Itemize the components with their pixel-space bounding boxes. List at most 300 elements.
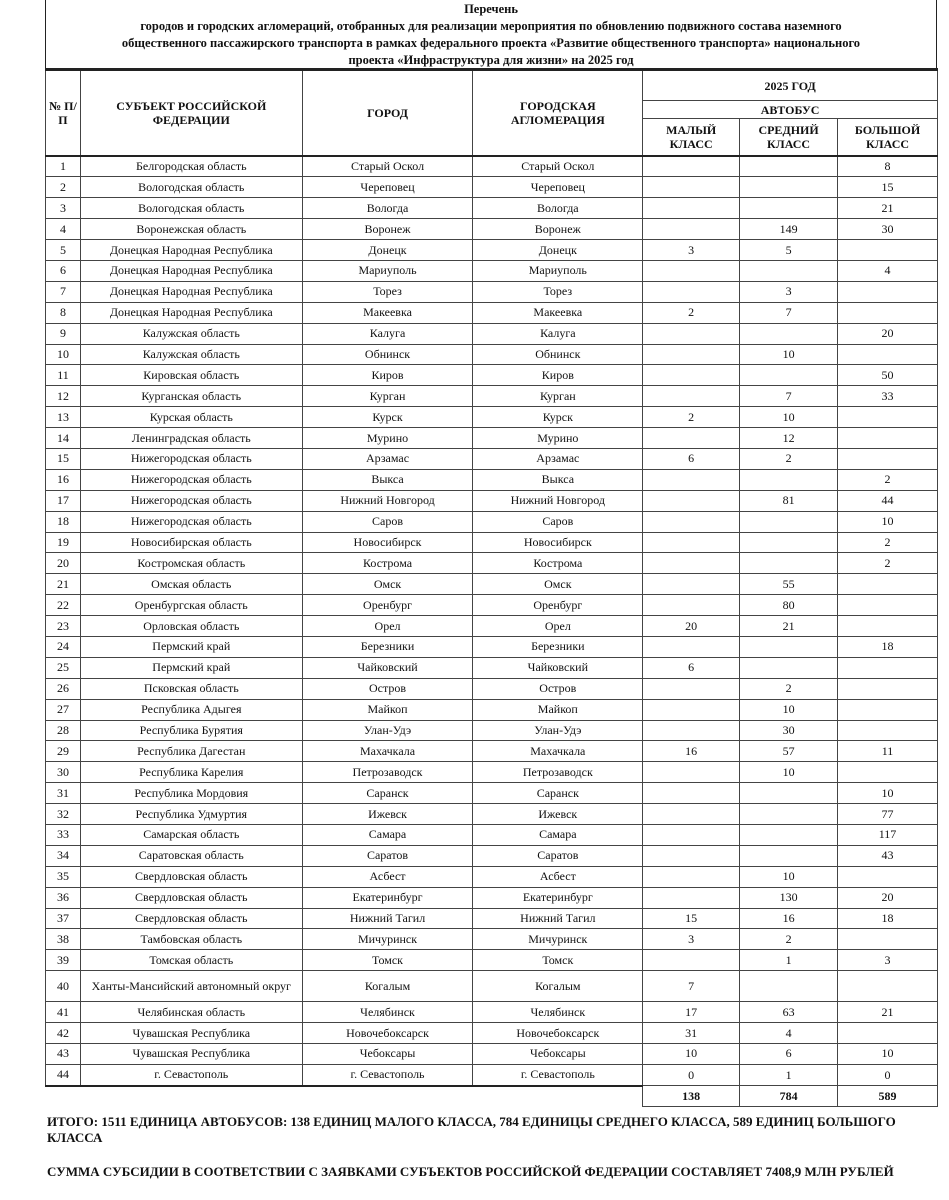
cell-large <box>838 407 938 428</box>
cell-large: 11 <box>838 741 938 762</box>
cell-city: Когалым <box>302 971 473 1002</box>
table-row <box>46 825 938 846</box>
cell-large: 33 <box>838 386 938 407</box>
cell-agglomeration: Донецк <box>473 240 643 261</box>
cell-agglomeration: Нижний Новгород <box>473 490 643 511</box>
table-row <box>46 490 938 511</box>
cell-num: 17 <box>46 490 81 511</box>
total-medium: 784 <box>740 1086 838 1107</box>
cell-city: Оренбург <box>302 595 473 616</box>
cell-subject: Ханты-Мансийский автономный округ <box>80 971 302 1002</box>
cell-large <box>838 240 938 261</box>
cell-city: Курск <box>302 407 473 428</box>
cell-small: 0 <box>643 1064 740 1085</box>
cell-agglomeration: Курск <box>473 407 643 428</box>
cell-num: 4 <box>46 219 81 240</box>
cell-agglomeration: Нижний Тагил <box>473 908 643 929</box>
cell-small <box>643 365 740 386</box>
cell-medium <box>740 469 838 490</box>
cell-medium <box>740 825 838 846</box>
header-num: № П/П <box>46 70 81 156</box>
cell-subject: Оренбургская область <box>80 595 302 616</box>
cell-num: 40 <box>46 971 81 1002</box>
table-row <box>46 240 938 261</box>
table-row <box>46 1044 938 1065</box>
cell-agglomeration: Новосибирск <box>473 532 643 553</box>
cell-medium: 149 <box>740 219 838 240</box>
cell-agglomeration: Ижевск <box>473 804 643 825</box>
cell-city: Череповец <box>302 177 473 198</box>
cell-city: Мичуринск <box>302 929 473 950</box>
cell-agglomeration: Петрозаводск <box>473 762 643 783</box>
cell-agglomeration: Саратов <box>473 845 643 866</box>
cell-subject: Белгородская область <box>80 156 302 177</box>
cell-city: г. Севастополь <box>302 1064 473 1085</box>
cell-agglomeration: Череповец <box>473 177 643 198</box>
cell-city: Саранск <box>302 783 473 804</box>
cell-subject: г. Севастополь <box>80 1064 302 1085</box>
title-line: общественного пассажирского транспорта в рамках федерального проекта «Развитие общественного транспорта» национального <box>121 36 861 50</box>
cell-agglomeration: Старый Оскол <box>473 156 643 177</box>
cell-large: 43 <box>838 845 938 866</box>
cell-large: 21 <box>838 198 938 219</box>
cell-medium <box>740 532 838 553</box>
cell-small: 15 <box>643 908 740 929</box>
table-row <box>46 971 938 1002</box>
cell-subject: Свердловская область <box>80 887 302 908</box>
title-line: городов и городских агломераций, отобранных для реализации мероприятия по обновлению подвижного состава наземного <box>140 19 842 33</box>
cell-small: 2 <box>643 407 740 428</box>
cell-num: 21 <box>46 574 81 595</box>
cell-num: 29 <box>46 741 81 762</box>
cell-agglomeration: Курган <box>473 386 643 407</box>
cell-medium <box>740 511 838 532</box>
cell-city: Остров <box>302 678 473 699</box>
cell-subject: Республика Мордовия <box>80 783 302 804</box>
cell-city: Вологда <box>302 198 473 219</box>
cell-city: Березники <box>302 636 473 657</box>
cell-city: Челябинск <box>302 1002 473 1023</box>
cell-city: Мариуполь <box>302 260 473 281</box>
cell-small <box>643 177 740 198</box>
cell-large: 8 <box>838 156 938 177</box>
cell-medium: 5 <box>740 240 838 261</box>
cell-small <box>643 845 740 866</box>
cell-medium: 80 <box>740 595 838 616</box>
table-row <box>46 177 938 198</box>
cell-subject: Донецкая Народная Республика <box>80 302 302 323</box>
cell-subject: Нижегородская область <box>80 469 302 490</box>
table-row <box>46 511 938 532</box>
cell-large: 2 <box>838 469 938 490</box>
cell-subject: Донецкая Народная Республика <box>80 260 302 281</box>
cell-medium: 6 <box>740 1044 838 1065</box>
cell-subject: Чувашская Республика <box>80 1044 302 1065</box>
cell-subject: Курская область <box>80 407 302 428</box>
cell-subject: Челябинская область <box>80 1002 302 1023</box>
cell-small: 2 <box>643 302 740 323</box>
header-agglomeration: ГОРОДСКАЯ АГЛОМЕРАЦИЯ <box>473 70 643 156</box>
cell-subject: Свердловская область <box>80 908 302 929</box>
cell-subject: Новосибирская область <box>80 532 302 553</box>
cell-small: 10 <box>643 1044 740 1065</box>
table-row <box>46 1023 938 1044</box>
cell-medium <box>740 177 838 198</box>
table-row <box>46 636 938 657</box>
cell-num: 11 <box>46 365 81 386</box>
table-row <box>46 741 938 762</box>
cell-num: 15 <box>46 448 81 469</box>
cell-small <box>643 636 740 657</box>
cell-large: 44 <box>838 490 938 511</box>
cell-large <box>838 657 938 678</box>
cell-num: 25 <box>46 657 81 678</box>
cell-num: 22 <box>46 595 81 616</box>
header-medium: СРЕДНИЙ КЛАСС <box>740 119 838 156</box>
cell-medium: 2 <box>740 929 838 950</box>
cell-small <box>643 281 740 302</box>
cell-agglomeration: Челябинск <box>473 1002 643 1023</box>
cell-small <box>643 511 740 532</box>
cell-city: Саратов <box>302 845 473 866</box>
cell-medium <box>740 804 838 825</box>
table-row <box>46 553 938 574</box>
cell-small <box>643 887 740 908</box>
cell-large: 3 <box>838 950 938 971</box>
cell-subject: Нижегородская область <box>80 448 302 469</box>
table-row <box>46 804 938 825</box>
cell-city: Улан-Удэ <box>302 720 473 741</box>
cell-city: Новочебоксарск <box>302 1023 473 1044</box>
table-row <box>46 929 938 950</box>
cell-num: 3 <box>46 198 81 219</box>
cell-medium: 10 <box>740 344 838 365</box>
cell-medium: 55 <box>740 574 838 595</box>
cell-agglomeration: Майкоп <box>473 699 643 720</box>
cell-num: 44 <box>46 1064 81 1085</box>
cell-agglomeration: Мариуполь <box>473 260 643 281</box>
cell-num: 41 <box>46 1002 81 1023</box>
table-row <box>46 595 938 616</box>
cell-medium: 7 <box>740 302 838 323</box>
cell-small: 3 <box>643 929 740 950</box>
cell-subject: Нижегородская область <box>80 511 302 532</box>
cell-subject: Калужская область <box>80 323 302 344</box>
cell-num: 18 <box>46 511 81 532</box>
cell-large <box>838 1023 938 1044</box>
cell-city: Воронеж <box>302 219 473 240</box>
cell-small <box>643 428 740 449</box>
cell-city: Чайковский <box>302 657 473 678</box>
cell-num: 28 <box>46 720 81 741</box>
cell-agglomeration: Выкса <box>473 469 643 490</box>
cell-subject: Донецкая Народная Республика <box>80 240 302 261</box>
cell-small <box>643 469 740 490</box>
cell-agglomeration: Вологда <box>473 198 643 219</box>
cell-city: Донецк <box>302 240 473 261</box>
cell-small <box>643 156 740 177</box>
cell-city: Арзамас <box>302 448 473 469</box>
cell-large <box>838 678 938 699</box>
cell-agglomeration: Чайковский <box>473 657 643 678</box>
table-row <box>46 365 938 386</box>
cell-agglomeration: Улан-Удэ <box>473 720 643 741</box>
cell-large <box>838 616 938 637</box>
table-row <box>46 219 938 240</box>
cell-city: Выкса <box>302 469 473 490</box>
table-row <box>46 887 938 908</box>
cell-agglomeration: г. Севастополь <box>473 1064 643 1085</box>
cell-city: Омск <box>302 574 473 595</box>
totals-row <box>46 1086 938 1107</box>
cell-medium <box>740 657 838 678</box>
cell-agglomeration: Томск <box>473 950 643 971</box>
cell-small <box>643 699 740 720</box>
cell-medium: 81 <box>740 490 838 511</box>
total-small: 138 <box>643 1086 740 1107</box>
cell-agglomeration: Когалым <box>473 971 643 1002</box>
cell-agglomeration: Воронеж <box>473 219 643 240</box>
cell-medium: 57 <box>740 741 838 762</box>
cell-city: Новосибирск <box>302 532 473 553</box>
cell-large: 18 <box>838 636 938 657</box>
table-row <box>46 657 938 678</box>
cell-agglomeration: Торез <box>473 281 643 302</box>
cell-small <box>643 574 740 595</box>
cell-num: 19 <box>46 532 81 553</box>
table-row <box>46 448 938 469</box>
cell-subject: Калужская область <box>80 344 302 365</box>
cell-agglomeration: Кострома <box>473 553 643 574</box>
cell-medium: 63 <box>740 1002 838 1023</box>
cell-num: 43 <box>46 1044 81 1065</box>
cell-medium: 10 <box>740 762 838 783</box>
table-row <box>46 616 938 637</box>
table-row <box>46 783 938 804</box>
table-row <box>46 428 938 449</box>
cell-num: 37 <box>46 908 81 929</box>
cell-subject: Вологодская область <box>80 177 302 198</box>
cell-medium <box>740 636 838 657</box>
cell-medium <box>740 156 838 177</box>
cell-city: Чебоксары <box>302 1044 473 1065</box>
cell-num: 32 <box>46 804 81 825</box>
cell-large: 20 <box>838 323 938 344</box>
cell-medium <box>740 365 838 386</box>
cell-city: Мурино <box>302 428 473 449</box>
cell-city: Саров <box>302 511 473 532</box>
cell-medium <box>740 845 838 866</box>
cell-small <box>643 260 740 281</box>
total-large: 589 <box>838 1086 938 1107</box>
cell-large <box>838 595 938 616</box>
cell-agglomeration: Махачкала <box>473 741 643 762</box>
cell-num: 20 <box>46 553 81 574</box>
table-row <box>46 198 938 219</box>
cell-large <box>838 929 938 950</box>
cell-large <box>838 344 938 365</box>
cell-large: 21 <box>838 1002 938 1023</box>
cell-medium: 10 <box>740 407 838 428</box>
cell-num: 12 <box>46 386 81 407</box>
cell-city: Киров <box>302 365 473 386</box>
cell-city: Кострома <box>302 553 473 574</box>
cell-large: 4 <box>838 260 938 281</box>
document-title <box>45 0 937 68</box>
cell-small <box>643 762 740 783</box>
cell-large: 30 <box>838 219 938 240</box>
cell-large <box>838 866 938 887</box>
cell-num: 14 <box>46 428 81 449</box>
cell-small <box>643 950 740 971</box>
cell-large <box>838 302 938 323</box>
cell-medium <box>740 971 838 1002</box>
cell-city: Нижний Тагил <box>302 908 473 929</box>
cell-subject: Томская область <box>80 950 302 971</box>
cell-medium: 2 <box>740 448 838 469</box>
cell-subject: Костромская область <box>80 553 302 574</box>
cell-small <box>643 490 740 511</box>
cell-agglomeration: Чебоксары <box>473 1044 643 1065</box>
cell-small <box>643 866 740 887</box>
cell-subject: Нижегородская область <box>80 490 302 511</box>
cell-small <box>643 323 740 344</box>
cell-city: Обнинск <box>302 344 473 365</box>
cell-num: 13 <box>46 407 81 428</box>
cell-city: Махачкала <box>302 741 473 762</box>
table-row <box>46 908 938 929</box>
table-row <box>46 762 938 783</box>
cell-city: Асбест <box>302 866 473 887</box>
cell-num: 31 <box>46 783 81 804</box>
cell-medium: 10 <box>740 866 838 887</box>
cell-large: 0 <box>838 1064 938 1085</box>
cell-num: 33 <box>46 825 81 846</box>
cell-small <box>643 344 740 365</box>
cell-subject: Республика Карелия <box>80 762 302 783</box>
cell-medium: 3 <box>740 281 838 302</box>
cell-subject: Вологодская область <box>80 198 302 219</box>
cell-small <box>643 386 740 407</box>
cell-medium <box>740 323 838 344</box>
header-subject: СУБЪЕКТ РОССИЙСКОЙ ФЕДЕРАЦИИ <box>80 70 302 156</box>
cell-small: 7 <box>643 971 740 1002</box>
cell-medium: 7 <box>740 386 838 407</box>
cell-city: Самара <box>302 825 473 846</box>
cell-num: 35 <box>46 866 81 887</box>
cell-small <box>643 804 740 825</box>
cell-subject: Воронежская область <box>80 219 302 240</box>
header-city: ГОРОД <box>302 70 473 156</box>
cell-large: 15 <box>838 177 938 198</box>
cell-large: 10 <box>838 511 938 532</box>
cell-agglomeration: Самара <box>473 825 643 846</box>
cell-small <box>643 783 740 804</box>
cell-medium: 16 <box>740 908 838 929</box>
table-row <box>46 699 938 720</box>
table-row <box>46 323 938 344</box>
cell-subject: Республика Адыгея <box>80 699 302 720</box>
title-line: проекта «Инфраструктура для жизни» на 2025 год <box>348 53 634 67</box>
cell-num: 23 <box>46 616 81 637</box>
bus-allocation-table <box>45 68 938 1107</box>
cell-city: Старый Оскол <box>302 156 473 177</box>
cell-subject: Республика Удмуртия <box>80 804 302 825</box>
cell-small <box>643 532 740 553</box>
cell-small: 20 <box>643 616 740 637</box>
cell-agglomeration: Саров <box>473 511 643 532</box>
cell-city: Курган <box>302 386 473 407</box>
table-row <box>46 281 938 302</box>
cell-num: 7 <box>46 281 81 302</box>
cell-small <box>643 825 740 846</box>
cell-agglomeration: Березники <box>473 636 643 657</box>
cell-subject: Донецкая Народная Республика <box>80 281 302 302</box>
header-year: 2025 ГОД <box>643 70 938 101</box>
cell-city: Калуга <box>302 323 473 344</box>
cell-small <box>643 553 740 574</box>
table-row <box>46 1064 938 1085</box>
cell-medium: 12 <box>740 428 838 449</box>
cell-medium: 30 <box>740 720 838 741</box>
cell-medium <box>740 783 838 804</box>
cell-agglomeration: Новочебоксарск <box>473 1023 643 1044</box>
subsidy-summary: СУММА СУБСИДИИ В СООТВЕТСТВИИ С ЗАЯВКАМИ СУБЪЕКТОВ РОССИЙСКОЙ ФЕДЕРАЦИИ СОСТАВЛЯЕТ 7408,9 МЛН РУБЛЕЙ <box>47 1164 894 1179</box>
cell-large <box>838 281 938 302</box>
header-small: МАЛЫЙ КЛАСС <box>643 119 740 156</box>
cell-large <box>838 762 938 783</box>
cell-medium: 1 <box>740 1064 838 1085</box>
header-large: БОЛЬШОЙ КЛАСС <box>838 119 938 156</box>
cell-agglomeration: Мурино <box>473 428 643 449</box>
cell-medium <box>740 553 838 574</box>
cell-large: 77 <box>838 804 938 825</box>
cell-large <box>838 448 938 469</box>
cell-medium <box>740 198 838 219</box>
table-row <box>46 1002 938 1023</box>
cell-medium: 10 <box>740 699 838 720</box>
cell-subject: Ленинградская область <box>80 428 302 449</box>
cell-city: Ижевск <box>302 804 473 825</box>
cell-medium <box>740 260 838 281</box>
cell-subject: Кировская область <box>80 365 302 386</box>
table-row <box>46 260 938 281</box>
cell-city: Орел <box>302 616 473 637</box>
cell-agglomeration: Омск <box>473 574 643 595</box>
cell-num: 6 <box>46 260 81 281</box>
cell-large <box>838 428 938 449</box>
cell-num: 16 <box>46 469 81 490</box>
table-row <box>46 866 938 887</box>
table-row <box>46 344 938 365</box>
cell-subject: Омская область <box>80 574 302 595</box>
cell-agglomeration: Саранск <box>473 783 643 804</box>
cell-agglomeration: Екатеринбург <box>473 887 643 908</box>
cell-subject: Курганская область <box>80 386 302 407</box>
cell-subject: Пермский край <box>80 657 302 678</box>
cell-subject: Саратовская область <box>80 845 302 866</box>
cell-city: Екатеринбург <box>302 887 473 908</box>
cell-agglomeration: Оренбург <box>473 595 643 616</box>
cell-large <box>838 971 938 1002</box>
table-row <box>46 845 938 866</box>
cell-num: 5 <box>46 240 81 261</box>
table-row <box>46 532 938 553</box>
cell-small: 6 <box>643 448 740 469</box>
cell-large <box>838 699 938 720</box>
cell-num: 8 <box>46 302 81 323</box>
cell-num: 24 <box>46 636 81 657</box>
